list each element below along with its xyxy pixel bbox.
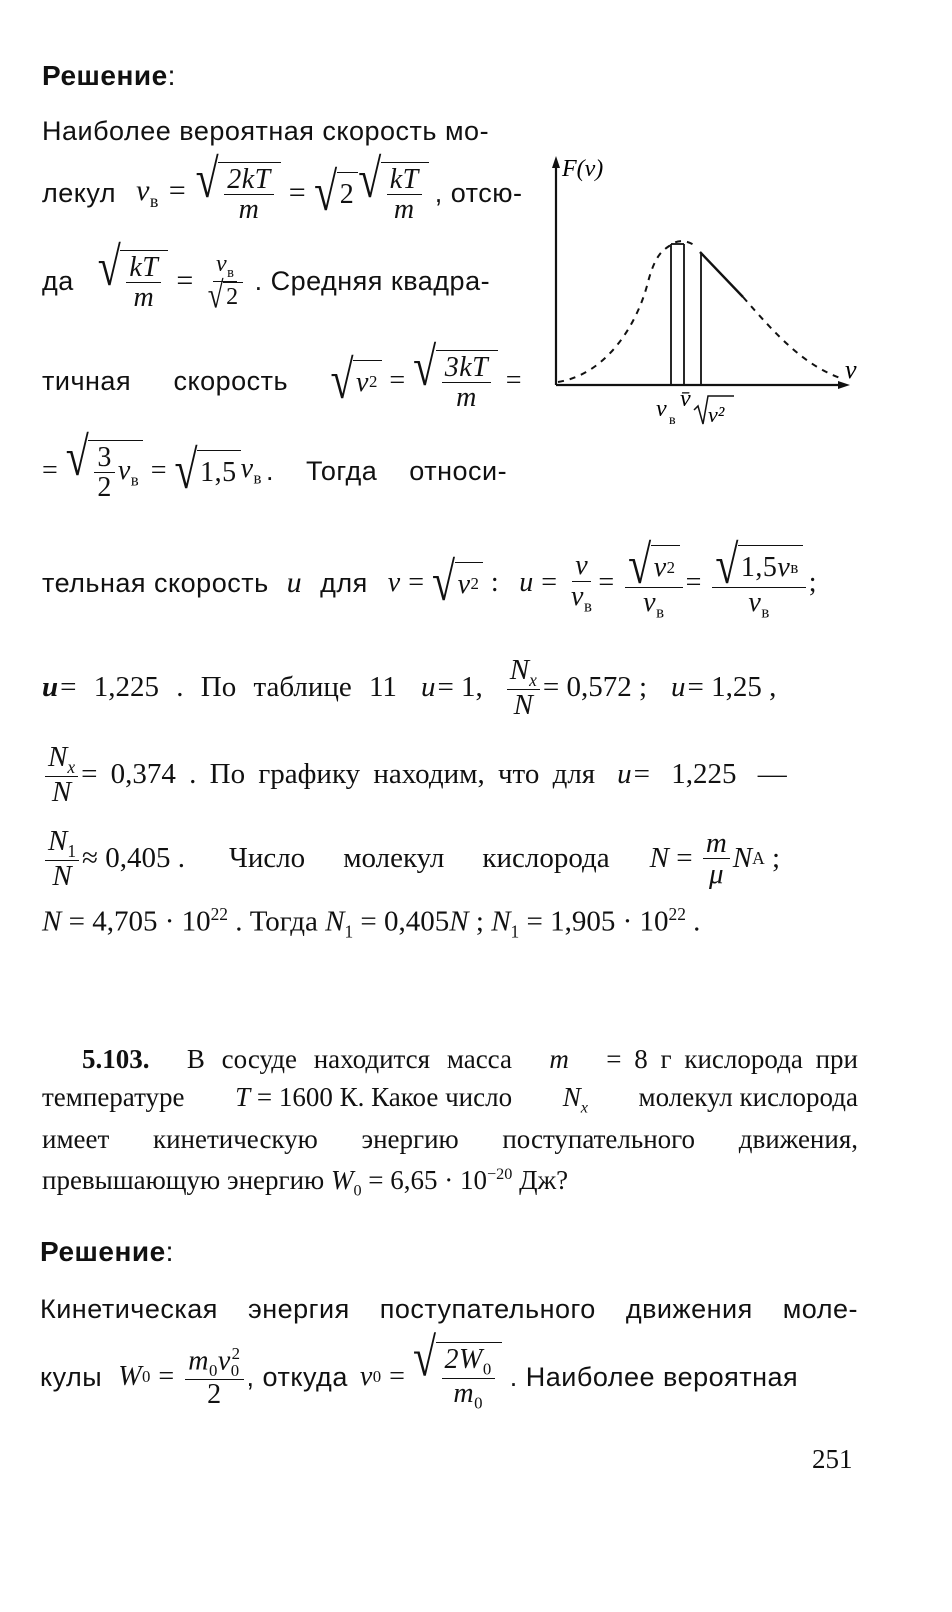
heading-text: Решение — [42, 60, 168, 91]
heading-colon: : — [167, 60, 176, 91]
problem-line-4: превышающую энергию $W_0 = 6,65 \cdot 10^{-20}$ Дж? — [42, 1165, 569, 1200]
formula-sqrt: √ $\frac{2kT}{m}$ — [196, 162, 281, 225]
line-text: = 4,705 · 10 — [68, 905, 211, 938]
line-text: скорость — [173, 365, 289, 396]
solution-heading-2 — [40, 1238, 174, 1266]
mark-label-vb: v — [656, 396, 667, 422]
line-text: = 6,65 · 10 — [368, 1165, 488, 1195]
text-line-7: u = 1,225 . По таблице 11 u = 1, $\frac{N_x}{N}$ = 0,572 ; u = 1,25 , — [42, 654, 777, 722]
line-text: превышающую энергию — [42, 1165, 325, 1195]
line-text: молекул — [343, 842, 445, 875]
line-text: = 1, — [437, 671, 483, 704]
line-text: кислорода — [482, 842, 610, 875]
var-u: u — [286, 566, 303, 600]
line-text: температуре — [42, 1082, 185, 1112]
line-text: , отсю- — [434, 177, 523, 208]
mark-label-vb-sub: в — [669, 413, 676, 428]
formula-v0: v 0 = √ $\frac{2W_0}{m_0}$ — [360, 1342, 502, 1412]
text-line-5 — [42, 427, 522, 504]
exponent: −20 — [487, 1165, 513, 1183]
line-text: кулы — [40, 1361, 103, 1392]
solution-heading — [42, 62, 176, 90]
line-text: = 1,225 . По таблице 11 — [60, 671, 397, 704]
text-line-p2-1 — [40, 1296, 858, 1323]
line-text: ≈ 0,405 . — [82, 842, 185, 875]
formula-u-def: u = $\frac{v}{v_в}$ = √ v 2 $v_в$ = √ 1,5 v в $v_в$ ; — [519, 536, 818, 622]
line-text: . — [693, 905, 701, 938]
line-text: В сосуде находится масса — [186, 1044, 512, 1074]
line-text: , откуда — [246, 1361, 348, 1392]
x-axis-label: v — [845, 355, 857, 384]
formula-n-def: N = $\frac{m}{\mu}$ N A ; — [649, 826, 781, 891]
formula-frac-vb: $v_в$ √ 2 — [205, 252, 246, 311]
line-text: лекул — [42, 177, 117, 208]
text-line-3: да √ $\frac{kT}{m}$ = $v_в$ √ 2 . Средняя квадра- — [42, 237, 491, 317]
line-text: да — [42, 265, 74, 296]
frac-nx-n-2: $\frac{N_x}{N}$ — [45, 742, 78, 808]
page-number: 251 — [812, 1444, 853, 1474]
problem-line-1: 5.103. В сосуде находится масса m = 8 г кислорода при — [82, 1044, 858, 1074]
line-text: = 8 г кислорода при — [606, 1044, 858, 1074]
line-text: Наиболее вероятная скорость мо- — [42, 116, 490, 146]
problem-number: 5.103. — [82, 1044, 150, 1074]
text-line-6 — [42, 536, 862, 622]
text-line-8: $\frac{N_x}{N}$ = 0,374 . По графику находим, что для u = 1,225 — — [42, 742, 862, 808]
heading-text: Решение — [40, 1236, 166, 1267]
frac-n1-n: $\frac{N_1}{N}$ — [45, 826, 79, 892]
line-text: . Тогда — [235, 905, 318, 938]
frac-nx-n: $\frac{N_x}{N}$ — [507, 655, 540, 721]
formula-sqrt2: √ 2 — [314, 172, 358, 214]
line-text: = 1600 К. Какое число — [256, 1082, 513, 1112]
y-axis-label: F(v) — [562, 156, 604, 182]
text-line-10: $N = 4,705 \cdot 10^{22}$ . Тогда $N_1 = 0,405N$ ; $N_1 = 1,905 \cdot 10^{22}$ . — [42, 904, 701, 942]
line-text: Число — [228, 842, 306, 875]
line-text: для — [320, 567, 368, 598]
curve-solid — [700, 252, 743, 297]
line-text: = 1,25 , — [687, 671, 777, 704]
problem-line-2: температуре T = 1600 К. Какое число $N_x$ молекул кислорода — [42, 1082, 858, 1117]
line-text: Дж? — [519, 1165, 569, 1195]
text-line-9 — [42, 826, 862, 892]
line-text: имеет кинетическую энергию поступательного движения, — [42, 1124, 858, 1154]
exponent: 22 — [210, 904, 228, 924]
distribution-graph — [548, 152, 868, 442]
formula-v-def: v = √ v 2 : — [387, 553, 500, 614]
formula-vb: $v_в$ = — [136, 174, 196, 212]
line-text: . Тогда относи- — [265, 455, 508, 486]
formula-sqrt-kt: √ $\frac{kT}{m}$ — [98, 250, 169, 313]
line-text: = 0,405 — [360, 905, 450, 938]
text-line-1 — [42, 118, 522, 145]
line-text: тельная скорость — [42, 567, 269, 598]
formula-rms: √ v 2 = √ $\frac{3kT}{m}$ = — [330, 337, 522, 414]
heading-colon: : — [165, 1236, 174, 1267]
mark-label-vmean: v̄ — [680, 386, 691, 412]
line-text: молекул кислорода — [638, 1082, 858, 1112]
line-text: = 1,225 — — [633, 758, 787, 791]
text-line-2: лекул $v_в$ = √ $\frac{2kT}{m}$ = √ 2 √ $\frac{kT}{m}$ , отсю- — [42, 149, 523, 226]
y-axis-arrow — [552, 156, 560, 168]
line-text: Кинетическая энергия поступательного движения моле- — [40, 1294, 858, 1324]
mark-label-vrms: v² — [708, 402, 725, 427]
formula-w0: W 0 = $\frac{m_0v_0^2}{2}$ — [118, 1345, 246, 1410]
curve-left — [558, 241, 694, 382]
line-text: . Наиболее вероятная — [509, 1361, 799, 1392]
exponent: 22 — [668, 904, 686, 924]
line-text: тичная — [42, 365, 132, 396]
line-text: = 0,374 . По графику находим, что для — [81, 758, 596, 791]
formula-sqrt3: √ $\frac{kT}{m}$ — [358, 162, 429, 225]
text-line-p2-2 — [40, 1328, 858, 1413]
line-text: . Средняя квадра- — [254, 265, 491, 296]
curve-right — [743, 297, 840, 378]
line-text: ; — [475, 905, 484, 938]
formula-rms-2: = √ $\frac{3}{2}$ $v_в$ = √ 1,5 $v_в$ — [42, 427, 262, 504]
text-line-4 — [42, 337, 522, 414]
line-text: = 1,905 · 10 — [526, 905, 669, 938]
problem-line-3 — [42, 1126, 858, 1153]
line-text: = 0,572 ; — [542, 671, 648, 704]
